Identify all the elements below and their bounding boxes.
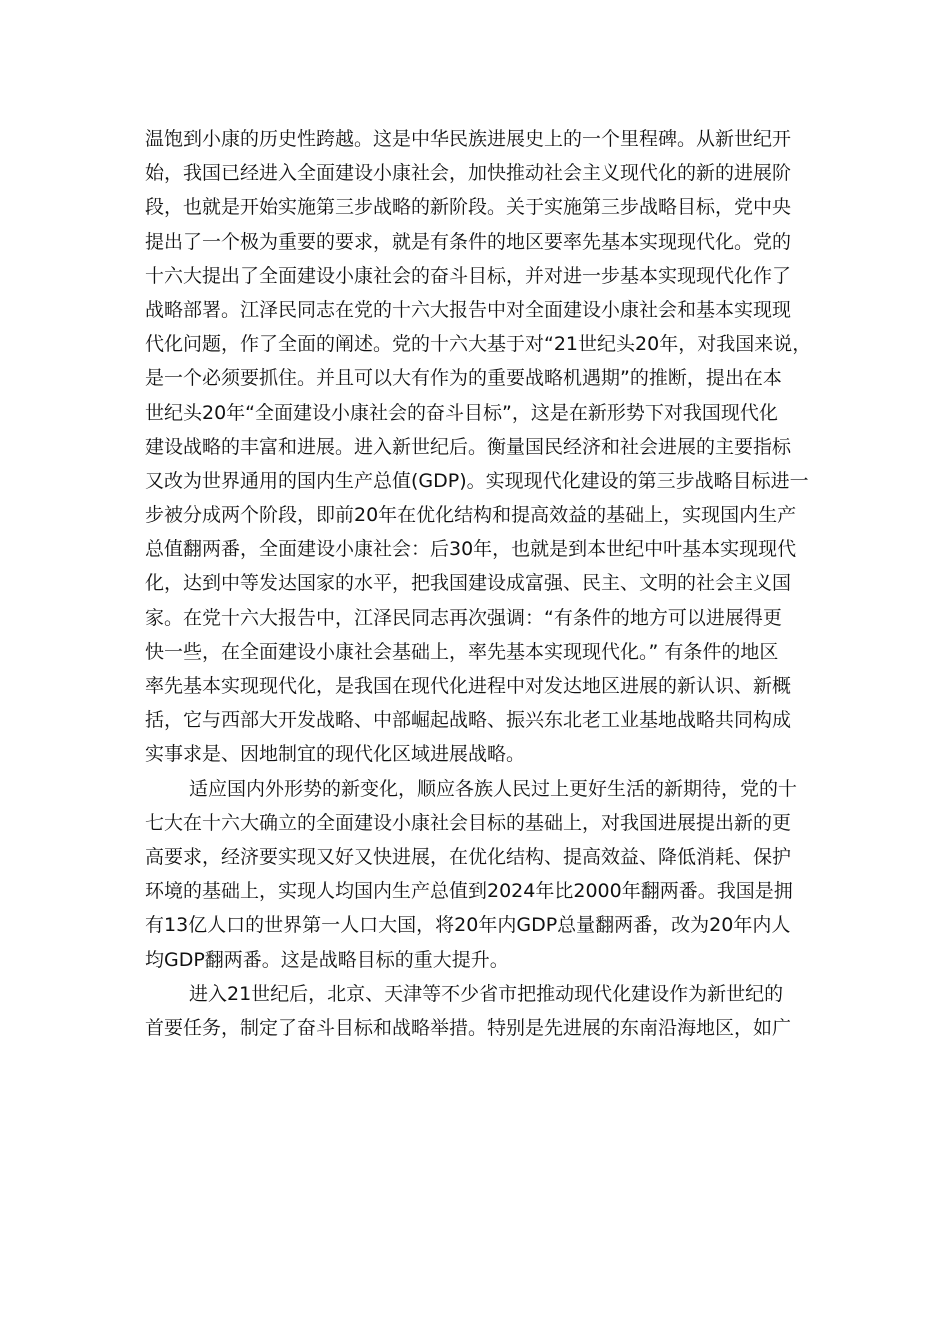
text-line: 始，我国已经进入全面建设小康社会，加快推动社会主义现代化的新的进展阶: [145, 162, 792, 185]
text-line: 十六大提出了全面建设小康社会的奋斗目标，并对进一步基本实现现代化作了: [145, 264, 792, 287]
text-line: 战略部署。江泽民同志在党的十六大报告中对全面建设小康社会和基本实现现: [145, 298, 792, 321]
text-line: 均GDP翻两番。这是战略目标的重大提升。: [145, 948, 509, 971]
text-line: 是一个必须要抓住。并且可以大有作为的重要战略机遇期”的推断，提出在本: [145, 367, 782, 390]
text-line: 步被分成两个阶段，即前20年在优化结构和提高效益的基础上，实现国内生产: [145, 504, 797, 527]
text-line: 环境的基础上，实现人均国内生产总值到2024年比2000年翻两番。我国是拥: [145, 880, 793, 903]
text-line: 实事求是、因地制宜的现代化区域进展战略。: [145, 743, 526, 766]
text-line: 家。在党十六大报告中，江泽民同志再次强调：“有条件的地方可以进展得更: [145, 606, 782, 629]
text-line: 有13亿人口的世界第一人口大国，将20年内GDP总量翻两番，改为20年内人: [145, 914, 791, 937]
paragraph-first-line: 进入21世纪后，北京、天津等不少省市把推动现代化建设作为新世纪的: [189, 982, 784, 1005]
text-line: 世纪头20年“全面建设小康社会的奋斗目标”，这是在新形势下对我国现代化: [145, 401, 778, 424]
text-line: 代化问题，作了全面的阐述。党的十六大基于对“21世纪头20年，对我国来说，: [145, 333, 812, 356]
paragraph-first-line: 适应国内外形势的新变化，顺应各族人民过上更好生活的新期待，党的十: [189, 777, 798, 800]
text-line: 高要求，经济要实现又好又快进展，在优化结构、提高效益、降低消耗、保护: [145, 845, 792, 868]
text-line: 总值翻两番，全面建设小康社会：后30年，也就是到本世纪中叶基本实现现代: [145, 538, 797, 561]
body-text: [145, 122, 815, 1045]
text-line: 化，达到中等发达国家的水平，把我国建设成富强、民主、文明的社会主义国: [145, 572, 792, 595]
text-line: 建设战略的丰富和进展。进入新世纪后。衡量国民经济和社会进展的主要指标: [145, 435, 792, 458]
text-line: 段，也就是开始实施第三步战略的新阶段。关于实施第三步战略目标，党中央: [145, 196, 792, 219]
text-line: 率先基本实现现代化，是我国在现代化进程中对发达地区进展的新认识、新概: [145, 675, 792, 697]
text-line: 首要任务，制定了奋斗目标和战略举措。特别是先进展的东南沿海地区，如广: [145, 1016, 792, 1039]
text-line: 七大在十六大确立的全面建设小康社会目标的基础上，对我国进展提出新的更: [145, 811, 792, 834]
text-line: 括，它与西部大开发战略、中部崛起战略、振兴东北老工业基地战略共同构成: [145, 709, 792, 732]
text-line: 又改为世界通用的国内生产总值(GDP)。实现现代化建设的第三步战略目标进一: [145, 469, 809, 492]
text-line: 提出了一个极为重要的要求，就是有条件的地区要率先基本实现现代化。党的: [145, 230, 792, 253]
text-line: 快一些，在全面建设小康社会基础上，率先基本实现现代化。” 有条件的地区: [145, 640, 779, 663]
text-line: 温饱到小康的历史性跨越。这是中华民族进展史上的一个里程碑。从新世纪开: [145, 128, 792, 150]
